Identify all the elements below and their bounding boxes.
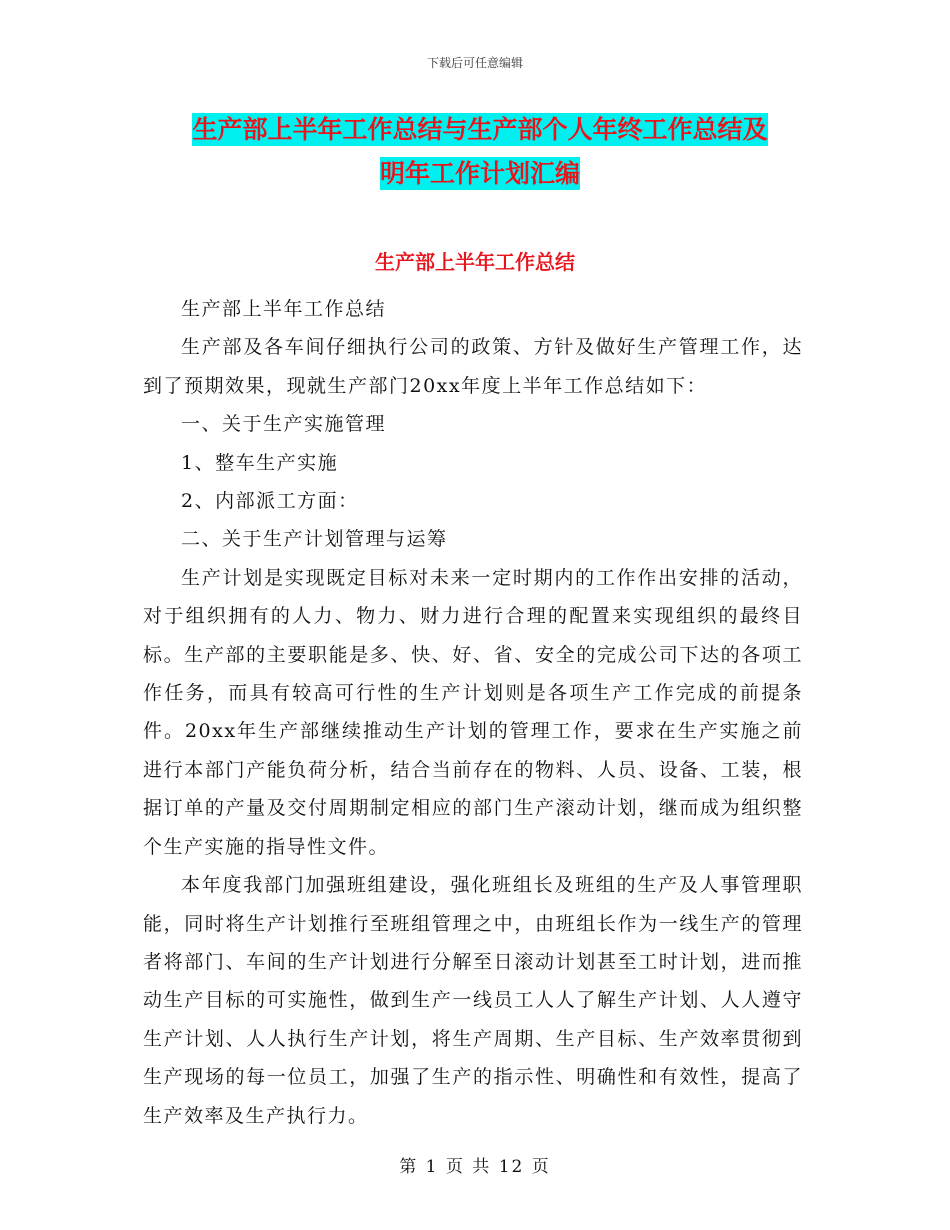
paragraph: 二、关于生产计划管理与运筹 bbox=[181, 528, 448, 551]
paragraph: 2、内部派工方面： bbox=[181, 490, 359, 513]
document-title bbox=[140, 108, 820, 196]
paragraph: 本年度我部门加强班组建设，强化班组长及班组的生产及人事管理职能，同时将生产计划推行至班组管理之中，由班组长作为一线生产的管理者将部门、车间的生产计划进行分解至日滚动计划甚至工时计划，进而推动生产目标的可实施性，做到生产一线员工人人了解生产计划、人人遵守生产计划、人人执行生产计划，将生产周期、生产目标、生产效率贯彻到生产现场的每一位员工，加强了生产的指示性、明确性和有效性，提高了生产效率及生产执行力。 bbox=[143, 874, 803, 1127]
paragraph: 一、关于生产实施管理 bbox=[181, 413, 387, 436]
paragraph: 生产计划是实现既定目标对未来一定时期内的工作作出安排的活动，对于组织拥有的人力、物力、财力进行合理的配置来实现组织的最终目标。生产部的主要职能是多、快、好、省、安全的完成公司下达的各项工作任务，而具有较高可行性的生产计划则是各项生产工作完成的前提条件。20xx年生产部继续推动生产计划的管理工作，要求在生产实施之前进行本部门产能负荷分析，结合当前存在的物料、人员、设备、工装，根据订单的产量及交付周期制定相应的部门生产滚动计划，继而成为组织整个生产实施的指导性文件。 bbox=[143, 566, 803, 858]
document-title-line-1: 生产部上半年工作总结与生产部个人年终工作总结及 bbox=[192, 115, 768, 144]
body-text bbox=[143, 290, 803, 1135]
header-note: 下载后可任意编辑 bbox=[426, 56, 523, 70]
section-title: 生产部上半年工作总结 bbox=[375, 250, 575, 274]
page-footer: 第 1 页 共 12 页 bbox=[399, 1157, 551, 1177]
paragraph: 1、整车生产实施 bbox=[181, 451, 339, 474]
paragraph: 生产部上半年工作总结 bbox=[181, 298, 387, 320]
paragraph: 生产部及各车间仔细执行公司的政策、方针及做好生产管理工作，达到了预期效果，现就生产部门20xx年度上半年工作总结如下： bbox=[143, 336, 803, 397]
document-title-line-2: 明年工作计划汇编 bbox=[379, 159, 580, 188]
